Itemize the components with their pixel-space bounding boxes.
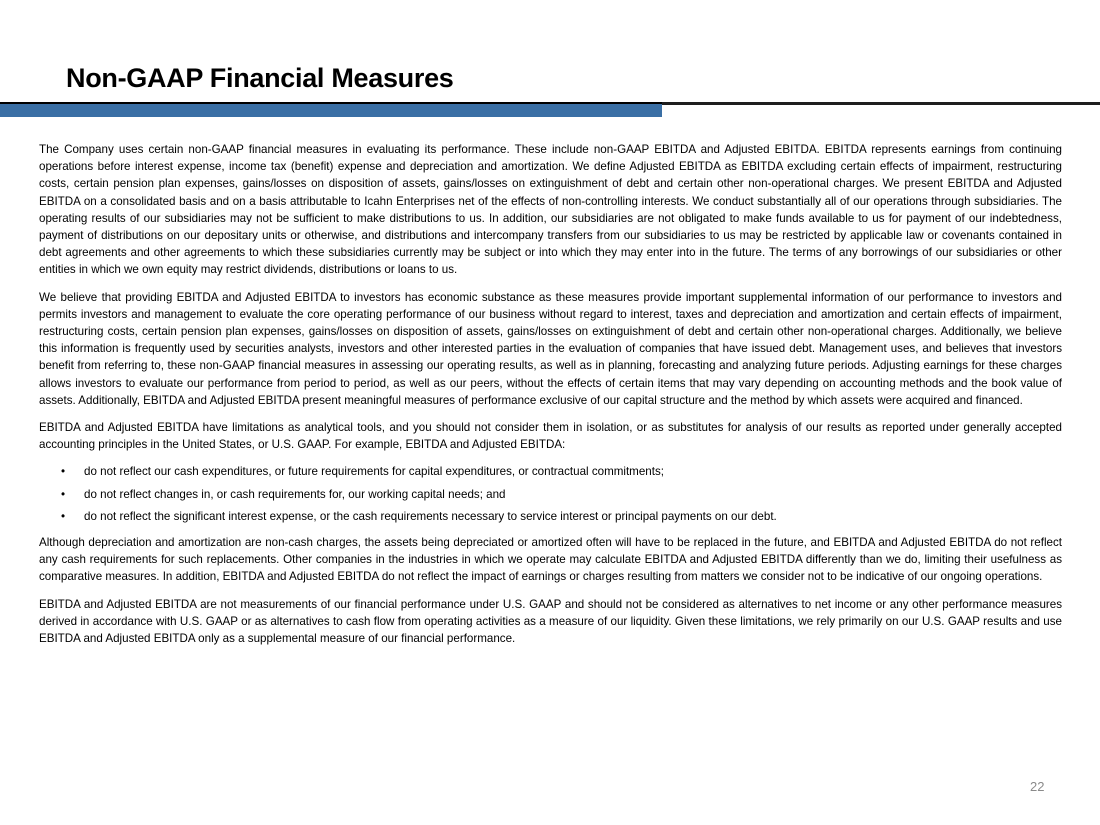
list-item-text: do not reflect our cash expenditures, or future requirements for capital expenditures, or contractual commitments; [84,465,664,479]
paragraph-depreciation-note: Although depreciation and amortization are non-cash charges, the assets being depreciated or amortized often will have to be replaced in the future, and EBITDA and Adjusted EBITDA do not reflect any cash requirements for such replacements. Other companies in the industries in which we operate may calculate EBITDA and Adjusted EBITDA differently than we do, limiting their usefulness as comparative measures. In addition, EBITDA and Adjusted EBITDA do not reflect the impact of earnings or charges resulting from matters we consider not to be indicative of our ongoing operations. [39,536,1062,584]
list-item [39,463,1062,480]
list-item-text: do not reflect changes in, or cash requirements for, our working capital needs; and [84,487,506,501]
paragraph-gaap-disclaimer: EBITDA and Adjusted EBITDA are not measurements of our financial performance under U.S. GAAP and should not be considered as alternatives to net income or any other performance measures derived in accordance with U.S. GAAP or as alternatives to cash flow from operating activities as a measure of our liquidity. Given these limitations, we rely primarily on our U.S. GAAP results and use EBITDA and Adjusted EBITDA only as a supplemental measure of our financial performance. [39,597,1062,646]
limitations-list [39,463,1062,525]
list-item-text: do not reflect the significant interest expense, or the cash requirements necessary to service interest or principal payments on our debt. [84,509,777,523]
page-title: Non-GAAP Financial Measures [66,63,454,93]
paragraph-non-gaap-definition: The Company uses certain non-GAAP financial measures in evaluating its performance. These include non-GAAP EBITDA and Adjusted EBITDA. EBITDA represents earnings from continuing operations before interest expense, income tax (benefit) expense and depreciation and amortization. We define Adjusted EBITDA as EBITDA excluding certain effects of impairment, restructuring costs, certain pension plan expenses, gains/losses on disposition of assets, gains/losses on extinguishment of debt and certain other non-operational charges. We present EBITDA and Adjusted EBITDA on a consolidated basis and on a basis attributable to Icahn Enterprises net of the effects of non-controlling interests. We conduct substantially all of our operations through subsidiaries. The operating results of our subsidiaries may not be sufficient to make distributions to us. In addition, our subsidiaries are not obligated to make funds available to us for payment of our indebtedness, payment of distributions on our depositary units or otherwise, and distributions and intercompany transfers from our subsidiaries to us may be restricted by applicable law or covenants contained in debt agreements and other agreements to which these subsidiaries currently may be subject or into which they may enter into in the future. The terms of any borrowings of our subsidiaries or other entities in which we own equity may restrict dividends, distributions or loans to us. [39,143,1062,277]
bullet-icon: • [61,509,66,523]
paragraph-limitations-intro: EBITDA and Adjusted EBITDA have limitations as analytical tools, and you should not consider them in isolation, or as substitutes for analysis of our results as reported under generally accepted accounting principles in the United States, or U.S. GAAP. For example, EBITDA and Adjusted EBITDA: [39,421,1062,452]
paragraph-investor-rationale: We believe that providing EBITDA and Adjusted EBITDA to investors has economic substance as these measures provide important supplemental information of our performance to investors and permits investors and management to evaluate the core operating performance of our business without regard to interest, taxes and depreciation and amortization and certain effects of impairment, restructuring costs, certain pension plan expenses, gains/losses on disposition of assets, gains/losses on extinguishment of debt and certain other non-operational charges. Additionally, we believe this information is frequently used by securities analysts, investors and other interested parties in the evaluation of companies that have issued debt. Management uses, and believes that investors benefit from referring to, these non-GAAP financial measures in assessing our operating results, as well as in planning, forecasting and analyzing future periods. Adjusting earnings for these charges allows investors to evaluate our performance from period to period, as well as our peers, without the effects of certain items that may vary depending on accounting methods and the book value of assets. Additionally, EBITDA and Adjusted EBITDA present meaningful measures of performance exclusive of our capital structure and the method by which assets were acquired and financed. [39,290,1062,407]
page-number: 22 [1030,779,1045,794]
body-text [39,141,1062,657]
list-item [39,508,1062,525]
bullet-icon: • [61,487,66,501]
title-divider-line-right [662,102,1100,105]
bullet-icon: • [61,465,66,479]
list-item [39,486,1062,503]
title-accent-bar [0,104,662,117]
